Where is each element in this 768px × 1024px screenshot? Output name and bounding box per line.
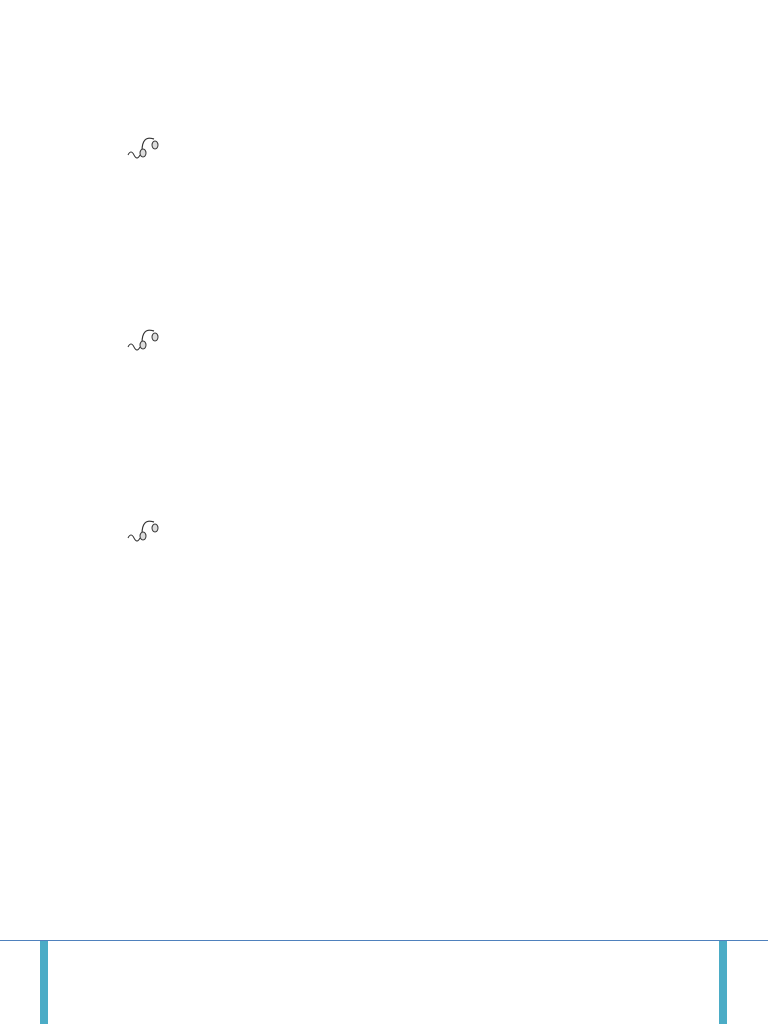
headphones-icon [126, 516, 160, 544]
headphones-icon [126, 133, 160, 161]
footer-right-bar [719, 941, 727, 1024]
footer-left-bar [40, 941, 48, 1024]
footer-divider [0, 940, 768, 941]
headphones-icon [126, 325, 160, 353]
